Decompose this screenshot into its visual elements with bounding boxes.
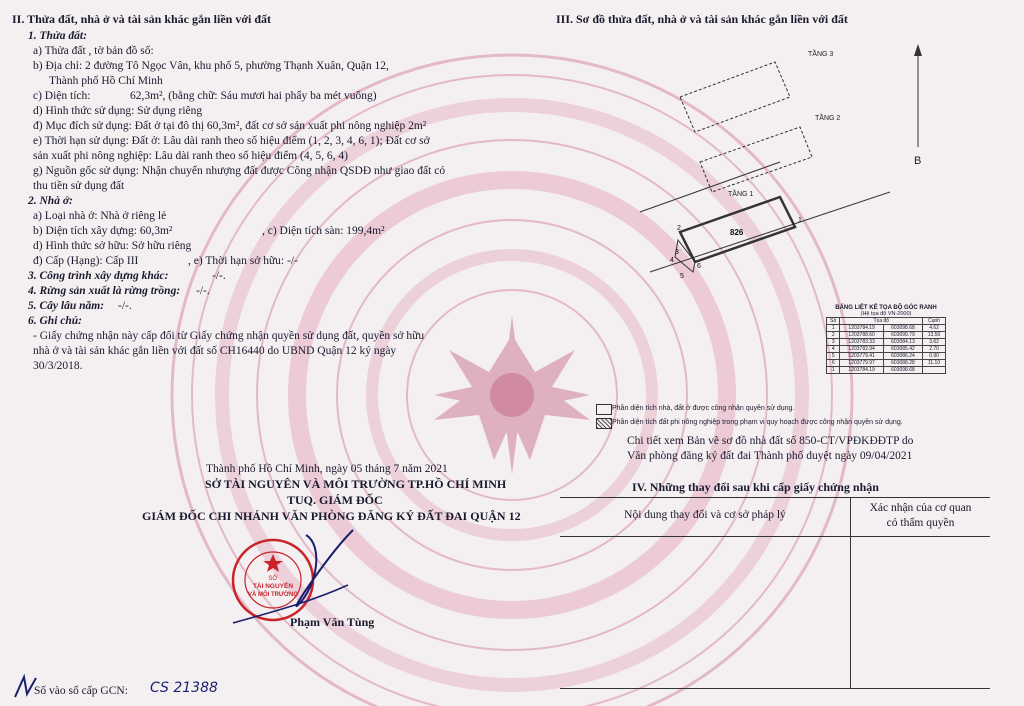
official-stamp <box>228 525 363 625</box>
other-works-label: 3. Công trình xây dựng khác: <box>28 270 169 282</box>
legend-house: Phần diện tích nhà, đất ở được công nhận quyền sử dụng. <box>612 405 795 412</box>
svg-text:3: 3 <box>675 249 679 256</box>
tuq-director: TUQ. GIÁM ĐỐC <box>287 493 383 507</box>
stamp-text-2: TÀI NGUYÊN <box>252 583 294 590</box>
issue-date: Thành phố Hồ Chí Minh, ngày 05 tháng 7 năm 2021 <box>206 463 448 475</box>
land-parcel-diagram <box>600 42 940 327</box>
coord-cell: 1203788.60 <box>840 332 883 339</box>
notes-heading: 6. Ghi chú: <box>28 315 82 327</box>
coord-cell <box>923 367 946 374</box>
coord-cell: 603086.24 <box>883 353 922 360</box>
coord-cell: 6 <box>827 360 840 367</box>
coord-cell: 3.62 <box>923 339 946 346</box>
svg-text:2: 2 <box>677 225 681 232</box>
note-line-3: 30/3/2018. <box>33 360 83 372</box>
coord-cell: 3 <box>827 339 840 346</box>
land-area-value: 62,3m², (bằng chữ: Sáu mươi hai phẩy ba mét vuông) <box>130 90 377 102</box>
drawing-detail-1: Chi tiết xem Bản vẽ sơ đồ nhà đất số 850-CT/VPĐKĐĐTP do <box>627 435 914 447</box>
coord-row <box>827 346 946 353</box>
note-line-1: - Giấy chứng nhận này cấp đổi từ Giấy chứng nhận quyền sử dụng đất, quyền sở hữu <box>33 330 425 342</box>
coord-cell: 2.70 <box>923 346 946 353</box>
legend-swatch-nonagri <box>596 418 612 429</box>
coord-row <box>827 325 946 332</box>
changes-col-confirm-2: có thẩm quyền <box>886 517 955 529</box>
issuing-authority: SỞ TÀI NGUYÊN VÀ MÔI TRƯỜNG TP.HỒ CHÍ MINH <box>205 477 507 491</box>
land-address-city: Thành phố Hồ Chí Minh <box>49 75 163 87</box>
legend-swatch-house <box>596 404 612 415</box>
handwritten-initial <box>12 672 42 702</box>
north-arrow: B <box>914 155 922 167</box>
coord-subtitle: (Hệ tọa độ VN-2000) <box>860 311 912 317</box>
coord-cell: 4 <box>827 346 840 353</box>
drawing-detail-2: Văn phòng đăng ký đất đai Thành phố duyệt ngày 09/04/2021 <box>627 450 913 462</box>
coord-row <box>827 332 946 339</box>
land-origin: g) Nguồn gốc sử dụng: Nhận chuyển nhượng đất được Công nhận QSDĐ như giao đất có <box>33 165 446 177</box>
house-term: , e) Thời hạn sở hữu: -/- <box>188 255 298 267</box>
land-use-form: d) Hình thức sử dụng: Sử dụng riêng <box>33 105 203 117</box>
coord-cell: 1203783.33 <box>840 339 883 346</box>
coord-cell: 2 <box>827 332 840 339</box>
land-origin-cont: thu tiền sử dụng đất <box>33 180 125 192</box>
floor-1-label: TẦNG 1 <box>728 191 754 198</box>
coord-cell: 603098.68 <box>883 367 922 374</box>
coord-row <box>827 360 946 367</box>
coord-row <box>827 353 946 360</box>
coord-cell: 603099.79 <box>883 332 922 339</box>
coord-header-cell: Tọa độ <box>840 318 923 325</box>
floor-2-label: TẦNG 2 <box>815 115 841 122</box>
coord-row <box>827 339 946 346</box>
stamp-text-1: SỞ <box>268 576 278 582</box>
house-heading: 2. Nhà ở: <box>28 195 73 207</box>
svg-text:6: 6 <box>697 263 701 270</box>
coord-cell: 603098.68 <box>883 325 922 332</box>
land-area-label: c) Diện tích: <box>33 90 91 102</box>
svg-text:4: 4 <box>670 257 674 264</box>
legend-nonagri: Phần diện tích đất phi nông nghiệp trong phạm vi quy hoạch được công nhận quyền sử dụng. <box>612 419 903 426</box>
changes-table <box>560 497 990 689</box>
coord-cell: 5 <box>827 353 840 360</box>
coord-cell: 603084.13 <box>883 339 922 346</box>
coord-header-cell: Cạnh <box>923 318 946 325</box>
land-parcel: a) Thửa đất , tờ bản đồ số: <box>33 45 154 57</box>
coord-cell: 11.10 <box>923 360 946 367</box>
perennial-value: -/-. <box>118 300 132 312</box>
coord-row <box>827 367 946 374</box>
coord-header-cell: Số <box>827 318 840 325</box>
coord-cell: 0.90 <box>923 353 946 360</box>
coord-cell: 1 <box>827 367 840 374</box>
coord-title: BẢNG LIỆT KÊ TỌA ĐỘ GÓC RANH <box>835 305 937 311</box>
changes-col-content: Nội dung thay đổi và cơ sở pháp lý <box>624 509 786 521</box>
registry-label: Số vào sổ cấp GCN: <box>34 685 128 697</box>
svg-text:1: 1 <box>798 217 802 224</box>
forest-value: -/-. <box>196 285 210 297</box>
section-2-title: II. Thửa đất, nhà ở và tài sản khác gắn liền với đất <box>12 12 272 26</box>
coord-cell: 4.62 <box>923 325 946 332</box>
branch-director-title: GIÁM ĐỐC CHI NHÁNH VĂN PHÒNG ĐĂNG KÝ ĐẤT ĐAI QUẬN 12 <box>142 509 521 523</box>
forest-label: 4. Rừng sản xuất là rừng trồng: <box>28 285 181 297</box>
coord-grid <box>826 317 946 374</box>
coord-cell: 1203779.97 <box>840 360 883 367</box>
coord-cell: 603085.42 <box>883 346 922 353</box>
svg-text:5: 5 <box>680 273 684 280</box>
section-3-title: III. Sơ đồ thửa đất, nhà ở và tài sản khác gắn liền với đất <box>556 12 848 26</box>
changes-col-confirm-1: Xác nhận của cơ quan <box>869 502 972 514</box>
stamp-text-3: VÀ MÔI TRƯỜNG <box>247 592 299 598</box>
other-works-value: -/-. <box>212 270 226 282</box>
note-line-2: nhà ở và tài sản khác gắn liền với đất số CH16440 do UBND Quận 12 ký ngày <box>33 345 397 357</box>
coord-cell: 1203784.19 <box>840 367 883 374</box>
house-grade: đ) Cấp (Hạng): Cấp III <box>33 255 139 267</box>
perennial-label: 5. Cây lâu năm: <box>28 300 105 312</box>
registry-number: CS 21388 <box>150 680 218 696</box>
section-4-title: IV. Những thay đổi sau khi cấp giấy chứng nhận <box>632 480 879 494</box>
coord-cell: 1203782.94 <box>840 346 883 353</box>
land-heading: 1. Thửa đất: <box>28 30 87 42</box>
floor-3-label: TẦNG 3 <box>808 51 834 58</box>
coord-cell: 13.50 <box>923 332 946 339</box>
house-floor-area: , c) Diện tích sàn: 199,4m² <box>262 225 385 237</box>
parcel-number: 826 <box>730 228 744 237</box>
land-address: b) Địa chỉ: 2 đường Tô Ngọc Vân, khu phố 5, phường Thạnh Xuân, Quận 12, <box>33 60 389 72</box>
coord-cell: 603088.28 <box>883 360 922 367</box>
coord-cell: 1203779.41 <box>840 353 883 360</box>
house-ownership: d) Hình thức sở hữu: Sở hữu riêng <box>33 240 192 252</box>
coord-cell: 1203784.19 <box>840 325 883 332</box>
coord-cell: 1 <box>827 325 840 332</box>
house-build-area: b) Diện tích xây dựng: 60,3m² <box>33 225 173 237</box>
house-type: a) Loại nhà ở: Nhà ở riêng lẻ <box>33 210 167 222</box>
land-use-term: e) Thời hạn sử dụng: Đất ở: Lâu dài ranh theo số hiệu điểm (1, 2, 3, 4, 6, 1); Đất cơ sở <box>33 135 430 147</box>
signer-name: Phạm Văn Tùng <box>290 615 375 629</box>
land-use-purpose: đ) Mục đích sử dụng: Đất ở tại đô thị 60,3m², đất cơ sở sản xuất phi nông nghiệp 2m² <box>33 120 427 132</box>
coordinate-table <box>826 305 946 374</box>
land-use-term-cont: sản xuất phi nông nghiệp: Lâu dài ranh theo số hiệu điểm (4, 5, 6, 4) <box>33 150 348 162</box>
